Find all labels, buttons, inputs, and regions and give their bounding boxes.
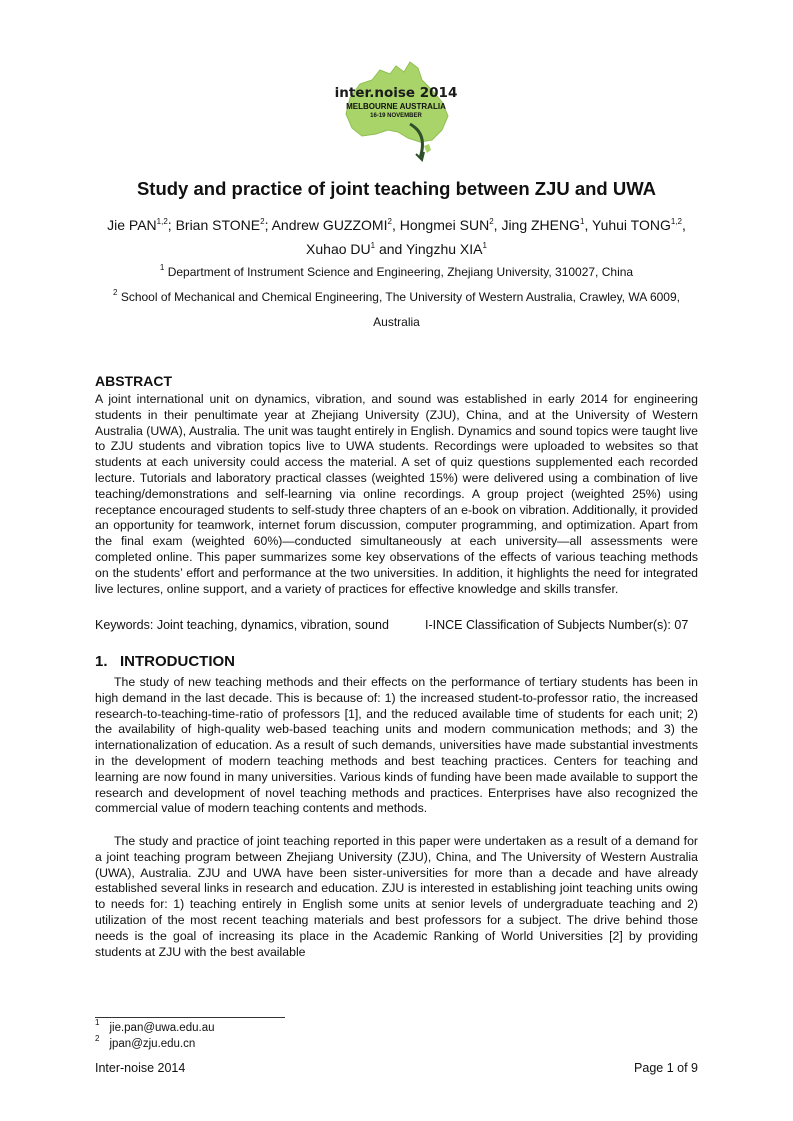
author-line-1 xyxy=(90,213,703,237)
logo-location: MELBOURNE AUSTRALIA xyxy=(346,102,446,111)
author: Yingzhu XIA xyxy=(405,241,483,257)
introduction-paragraph-2: The study and practice of joint teaching reported in this paper were undertaken as a result of a demand for a joint teaching program between Zhejiang University (ZJU), China, and The University of Western Australia (UWA), Australia. ZJU and UWA have been sister-universities for more than a decade and have already established several links in research and education. ZJU is interested in establishing joint teaching units owing to needs for: 1) teaching entirely in English some units at senior levels of undergraduate teaching and 2) utilization of the most recent teaching materials and best professors for a subject. The drive behind those needs is the goal of increasing its place in the Academic Ranking of World Universities [2] by providing students at ZJU with the best available xyxy=(95,834,698,959)
affiliation-1 xyxy=(90,260,703,285)
footnote-email: jie.pan@uwa.edu.au xyxy=(109,1022,215,1034)
author-line-2 xyxy=(90,237,703,261)
author-affil-mark: 1,2 xyxy=(156,217,168,226)
author-separator: ; xyxy=(167,217,176,233)
page-number: Page 1 of 9 xyxy=(634,1061,698,1075)
affiliation-2-continued xyxy=(90,310,703,335)
author-separator: , xyxy=(391,217,400,233)
author-separator: , xyxy=(584,217,592,233)
footnote-number: 2 xyxy=(95,1034,100,1043)
author: Xuhao DU xyxy=(306,241,371,257)
author-affil-mark: 1 xyxy=(482,241,487,250)
affiliation-text: School of Mechanical and Chemical Engineering, The University of Western Australia, Crawley, WA 6009, xyxy=(120,290,680,304)
author-affil-mark: 2 xyxy=(489,217,494,226)
classification: I-INCE Classification of Subjects Number(s): 07 xyxy=(425,618,689,632)
keywords: Keywords: Joint teaching, dynamics, vibration, sound xyxy=(95,618,389,632)
author-affil-mark: 2 xyxy=(260,217,265,226)
logo-title: inter.noise 2014 xyxy=(334,85,458,101)
affiliation-2 xyxy=(90,285,703,310)
abstract-heading: ABSTRACT xyxy=(95,373,172,389)
footnote-divider xyxy=(95,1017,285,1018)
affiliation-number: 2 xyxy=(113,288,118,297)
footnote-2 xyxy=(95,1034,196,1050)
author-affil-mark: 1 xyxy=(580,217,585,226)
author-separator: and xyxy=(375,241,406,257)
author-separator: , xyxy=(493,217,502,233)
author: Hongmei SUN xyxy=(399,217,490,233)
australia-map-icon xyxy=(332,58,460,164)
paper-title: Study and practice of joint teaching between ZJU and UWA xyxy=(136,178,657,199)
author: Brian STONE xyxy=(175,217,261,233)
author-affil-mark: 1,2 xyxy=(670,217,682,226)
footnote-number: 1 xyxy=(95,1018,100,1027)
affiliation-text: Department of Instrument Science and Engineering, Zhejiang University, 310027, China xyxy=(167,265,634,279)
author-affil-mark: 2 xyxy=(387,217,392,226)
abstract-text: A joint international unit on dynamics, vibration, and sound was established in early 2014 for engineering students in their penultimate year at Zhejiang University (ZJU), China, and at the University of Western Australia (UWA), Australia. The unit was taught entirely in English. Dynamics and sound topics were taught live to ZJU students and vibration topics live to UWA students. Recordings were uploaded to websites so that students at each university could access the material. A set of quiz questions supplemented each recorded lecture. Tutorials and laboratory practical classes (weighted 15%) were delivered using a combination of live teaching/demonstrations and self-learning via online recordings. A group project (weighted 25%) using receptance encouraged students to self-study three chapters of an e-book on vibration. Additionally, it provided an opportunity for teamwork, internet forum discussion, computer programming, and optimization. Apart from the final exam (weighted 60%)—conducted simultaneously at each university—all assessments were completed online. This paper summarizes some key observations of the effects of various teaching methods on the students’ effort and performance at the two universities. In addition, it highlights the need for integrated live lectures, online support, and a variety of practices for effective knowledge and skills transfer. xyxy=(95,392,698,596)
footnote-1 xyxy=(95,1018,215,1034)
affiliation-text: Australia xyxy=(373,315,420,329)
introduction-paragraph-1: The study of new teaching methods and their effects on the performance of tertiary students has been in high demand in the last decade. This is because of: 1) the increased student-to-professor ratio, the increased research-to-teaching-time-ratio of professors [1], and the reduced available time of students for each unit; 2) the availability of high-quality web-based teaching units and modern communication methods; and 3) the internationalization of education. As a result of such demands, universities have made substantial investments in the development of modern teaching methods and best teaching practices. Centers for teaching and learning are now found in many universities. Various kinds of funding have been made available to support the research and development of novel teaching methods and practices. Enterprises have also recognized the commercial value of modern teaching contents and methods. xyxy=(95,675,698,816)
author: Yuhui TONG xyxy=(592,217,671,233)
introduction-heading: 1. INTRODUCTION xyxy=(95,653,236,670)
logo-dates: 16-19 NOVEMBER xyxy=(370,113,422,119)
author: Andrew GUZZOMI xyxy=(271,217,388,233)
author: Jing ZHENG xyxy=(501,217,581,233)
affiliation-number: 1 xyxy=(159,263,165,272)
author: Jie PAN xyxy=(107,217,157,233)
footer-conference: Inter-noise 2014 xyxy=(95,1061,186,1075)
footnote-email: jpan@zju.edu.cn xyxy=(109,1038,196,1050)
author-separator: , xyxy=(681,217,686,233)
author-affil-mark: 1 xyxy=(370,241,376,250)
author-separator: ; xyxy=(264,217,272,233)
conference-logo xyxy=(332,58,460,164)
